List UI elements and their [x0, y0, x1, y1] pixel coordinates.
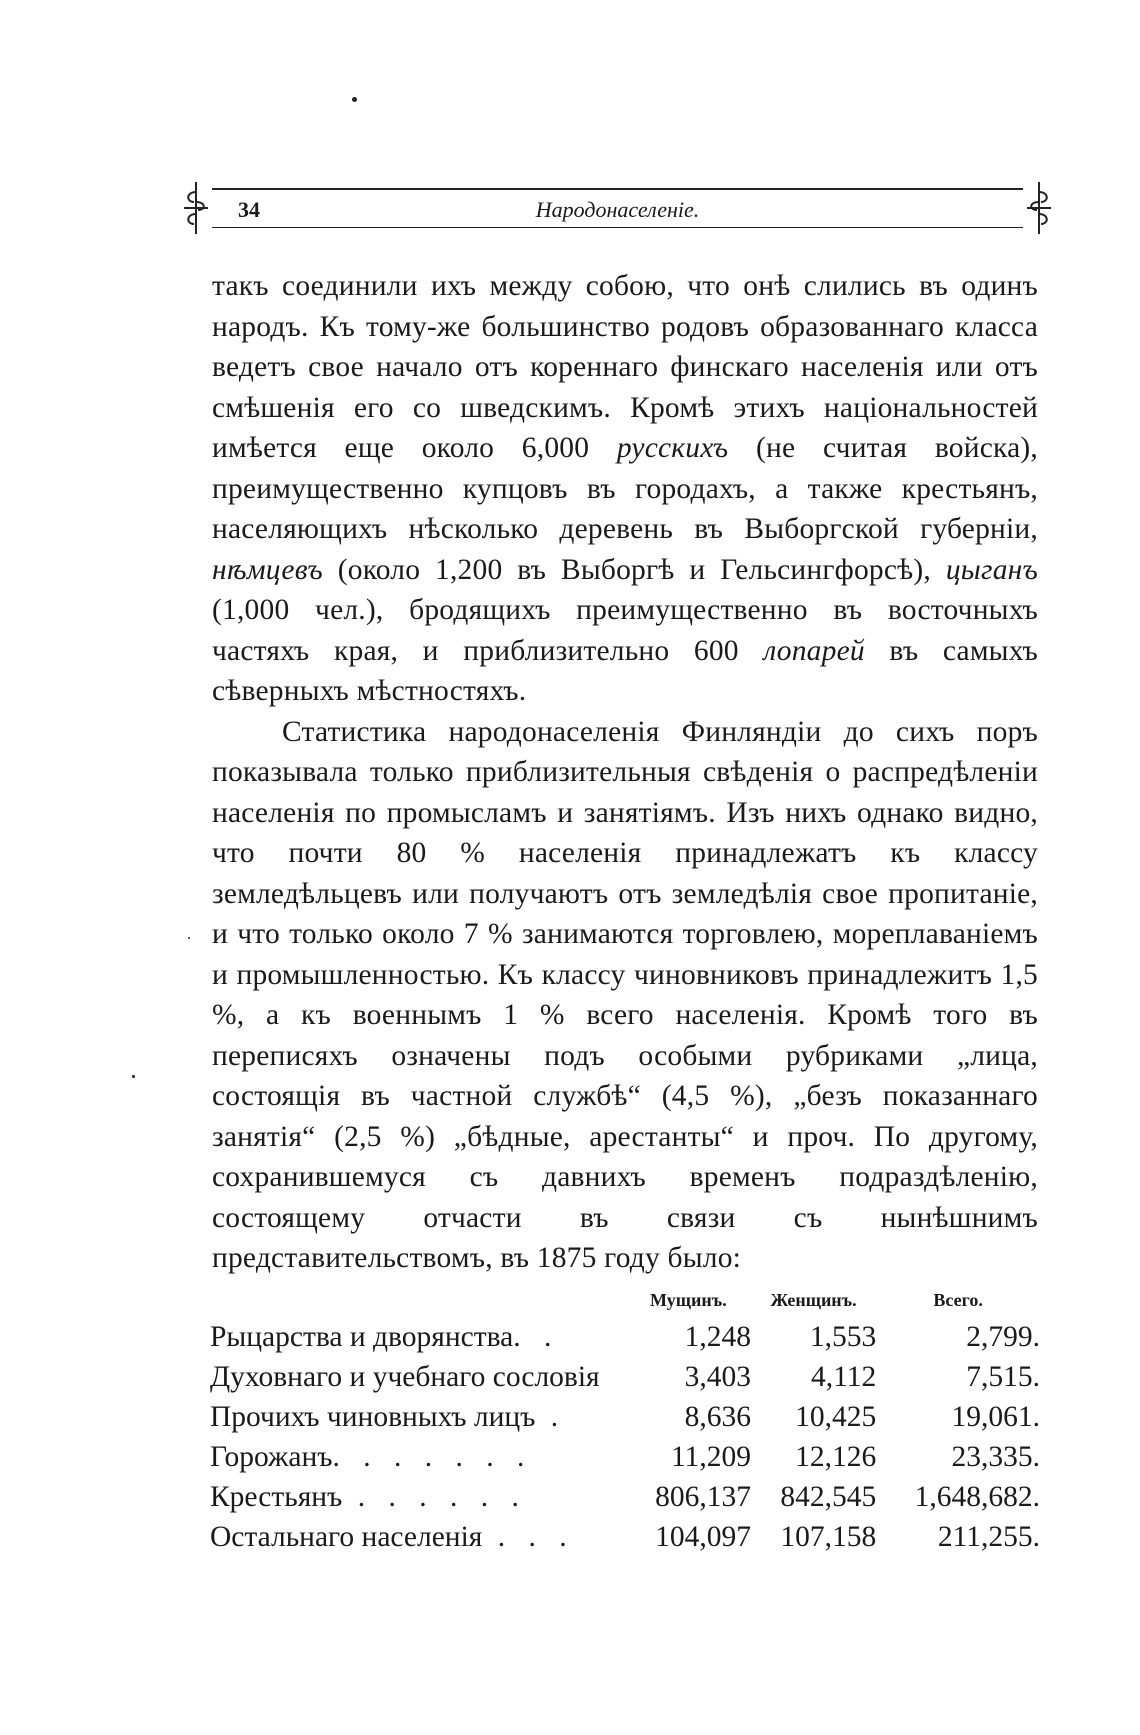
row-label-text: Крестьянъ	[210, 1480, 343, 1513]
paragraph-1	[212, 266, 1038, 712]
cell-women: 1,553	[809, 1320, 877, 1353]
row-label	[210, 1397, 626, 1437]
row-label	[210, 1437, 626, 1477]
row-label	[210, 1477, 626, 1517]
table-row	[210, 1357, 1040, 1397]
page-number: 34	[238, 197, 260, 222]
cell-women: 842,545	[780, 1480, 877, 1513]
cell-total: 7,515.	[966, 1360, 1040, 1393]
table-row	[210, 1517, 1040, 1557]
header-men: Мущинъ.	[650, 1290, 727, 1310]
table-row	[210, 1317, 1040, 1357]
p1-italic-russians: русскихъ	[616, 432, 729, 464]
scan-speck	[352, 97, 357, 102]
cell-men: 806,137	[655, 1480, 751, 1513]
cell-women: 107,158	[780, 1520, 877, 1553]
cell-total: 23,335.	[951, 1440, 1040, 1473]
cell-men: 104,097	[655, 1520, 751, 1553]
paragraph-2: Статистика народонаселенія Финляндіи до сихъ поръ показывала только приблизительныя свѣденія о распредѣленіи населенія по промысламъ и занятіямъ. Изъ нихъ однако видно, что почти 80 % населенія принадлежатъ къ классу земледѣльцевъ или получаютъ отъ земледѣлія свое пропитаніе, и что только около 7 % занимаются торговлею, мореплаваніемъ и промышленностью. Къ классу чиновниковъ принадлежитъ 1,5 %, а къ военнымъ 1 % всего населенія. Кромѣ того въ переписяхъ означены подъ особыми рубриками „лица, состоящія въ частной службѣ“ (4,5 %), „безъ показаннаго занятія“ (2,5 %) „бѣдные, арестанты“ и проч. По другому, сохранившемуся съ давнихъ временъ подраздѣленію, состоящему отчасти въ связи съ нынѣшнимъ представительствомъ, въ 1875 году было:	[212, 715, 1038, 1274]
cell-total: 19,061.	[951, 1400, 1040, 1433]
table-row	[210, 1477, 1040, 1517]
cell-women: 10,425	[795, 1400, 877, 1433]
scan-speck	[188, 937, 190, 939]
row-label-text: Рыцарства и дворянства	[210, 1320, 514, 1353]
cell-men: 1,248	[684, 1320, 751, 1353]
p1-text-4: (1,000 чел.), бродящихъ преимущественно въ восточныхъ частяхъ края, и приблизительно 600	[212, 594, 1038, 667]
p1-text-2: (не считая войска), преимущественно купцовъ въ городахъ, а также крестьянъ, населяющихъ нѣсколько деревень въ Выборгской губерніи,	[212, 432, 1038, 545]
running-title: Народонаселеніе.	[535, 197, 700, 222]
leader-dots: . . .	[482, 1520, 575, 1553]
leader-dots: . . . . . . .	[332, 1440, 533, 1473]
row-label	[210, 1357, 626, 1397]
header-rule-bottom	[212, 227, 1023, 228]
running-header	[190, 186, 1045, 230]
scan-speck	[132, 1075, 135, 1078]
row-label	[210, 1317, 626, 1357]
cell-men: 3,403	[684, 1360, 751, 1393]
p1-italic-lapps: лопарей	[763, 634, 865, 667]
row-label-text: Духовнаго и учебнаго сословія	[210, 1360, 600, 1393]
header-rule-top	[212, 188, 1023, 190]
cell-men: 8,636	[684, 1400, 751, 1433]
p1-text-5: въ самыхъ сѣверныхъ мѣстностяхъ.	[212, 634, 1038, 707]
row-label	[210, 1517, 626, 1557]
table-row	[210, 1397, 1040, 1437]
body-text	[212, 266, 1038, 1279]
table-header-row	[210, 1290, 1040, 1317]
cell-total: 2,799.	[966, 1320, 1040, 1353]
cell-women: 12,126	[795, 1440, 877, 1473]
cell-men: 11,209	[670, 1440, 751, 1473]
cell-total: 1,648,682.	[914, 1480, 1040, 1513]
header-total: Всего.	[933, 1290, 983, 1310]
cell-total: 211,255.	[937, 1520, 1040, 1553]
row-label-text: Прочихъ чиновныхъ лицъ	[210, 1400, 536, 1433]
population-table	[210, 1290, 1040, 1557]
p1-italic-gypsies: цыганъ	[945, 553, 1038, 586]
header-label-col	[210, 1290, 626, 1317]
cell-women: 4,112	[810, 1360, 877, 1393]
row-label-text: Остальнаго населенія	[210, 1520, 483, 1553]
p1-text-3: (около 1,200 въ Выборгѣ и Гельсингфорсѣ),	[322, 553, 946, 586]
table-row	[210, 1437, 1040, 1477]
p1-italic-germans: нѣмцевъ	[212, 553, 323, 586]
leader-dots: .	[535, 1400, 567, 1433]
p1-text-1: такъ соединили ихъ между собою, что онѣ слились въ одинъ народъ. Къ тому-же большинство родовъ образованнаго класса ведетъ свое начало отъ кореннаго финскаго населенія или отъ смѣшенія его со шведскимъ. Кромѣ этихъ національностей имѣется еще около 6,000	[212, 270, 1038, 464]
header-women: Женщинъ.	[770, 1290, 857, 1310]
row-label-text: Горожанъ	[210, 1440, 333, 1473]
leader-dots: . .	[513, 1320, 560, 1353]
leader-dots: . . . . . .	[342, 1480, 527, 1513]
